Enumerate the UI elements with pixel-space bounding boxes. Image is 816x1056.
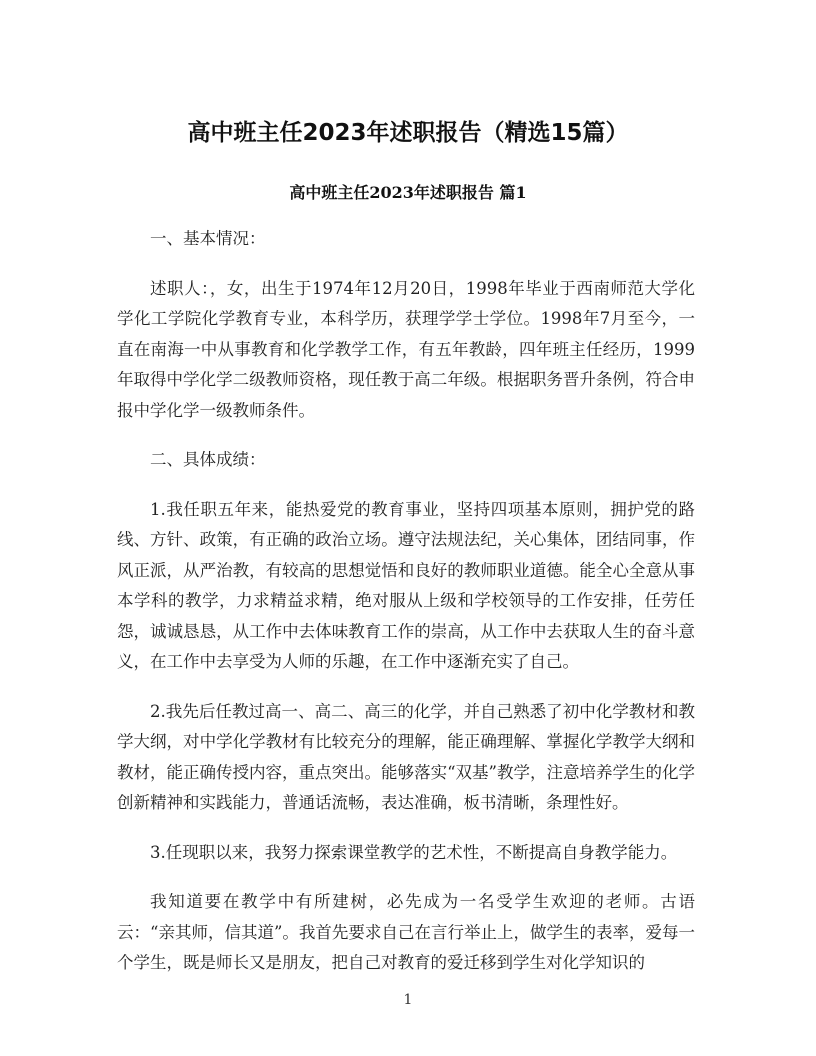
paragraph-achievement-2: 2.我先后任教过高一、高二、高三的化学，并自己熟悉了初中化学教材和教学大纲，对中学化学教材有比较充分的理解，能正确理解、掌握化学教学大纲和教材，能正确传授内容，重点突出。能够落实“双基”教学，注意培养学生的化学创新精神和实践能力，普通话流畅，表达准确，板书清晰，条理性好。: [117, 701, 695, 812]
paragraph-achievement-3: 3.任现职以来，我努力探索课堂教学的艺术性，不断提高自身教学能力。: [150, 842, 678, 862]
section-heading: 高中班主任2023年述职报告 篇1: [289, 183, 527, 202]
paragraph-basic-info: 述职人：，女，出生于1974年12月20日，1998年毕业于西南师范大学化学化工学院化学教育专业，本科学历，获理学学士学位。1998年7月至今，一直在南海一中从事教育和化学教学工作，有五年教龄，四年班主任经历，1999年取得中学化学二级教师资格，现任教于高二年级。根据职务晋升条例，符合申报中学化学一级教师条件。: [117, 278, 695, 420]
paragraph-achievement-1: 1.我任职五年来，能热爱党的教育事业，坚持四项基本原则，拥护党的路线、方针、政策，有正确的政治立场。遵守法规法纪，关心集体，团结同事，作风正派，从严治教，有较高的思想觉悟和良好的教师职业道德。能全心全意从事本学科的教学，力求精益求精，绝对服从上级和学校领导的工作安排，任劳任怨，诚诚恳恳，从工作中去体味教育工作的崇高，从工作中去获取人生的奋斗意义，在工作中去享受为人师的乐趣，在工作中逐渐充实了自己。: [117, 499, 695, 671]
page-number: 1: [403, 992, 413, 1008]
document-body: [117, 224, 695, 998]
paragraph-teaching-philosophy: 我知道要在教学中有所建树，必先成为一名受学生欢迎的老师。古语云：“亲其师，信其道”。我首先要求自己在言行举止上，做学生的表率，爱每一个学生，既是师长又是朋友，把自己对教育的爱迁移到学生对化学知识的: [117, 892, 695, 972]
document-title: 高中班主任2023年述职报告（精选15篇）: [187, 120, 629, 146]
section-heading-achievements: 二、具体成绩：: [150, 450, 266, 469]
section-heading-basic-info: 一、基本情况：: [150, 229, 266, 248]
